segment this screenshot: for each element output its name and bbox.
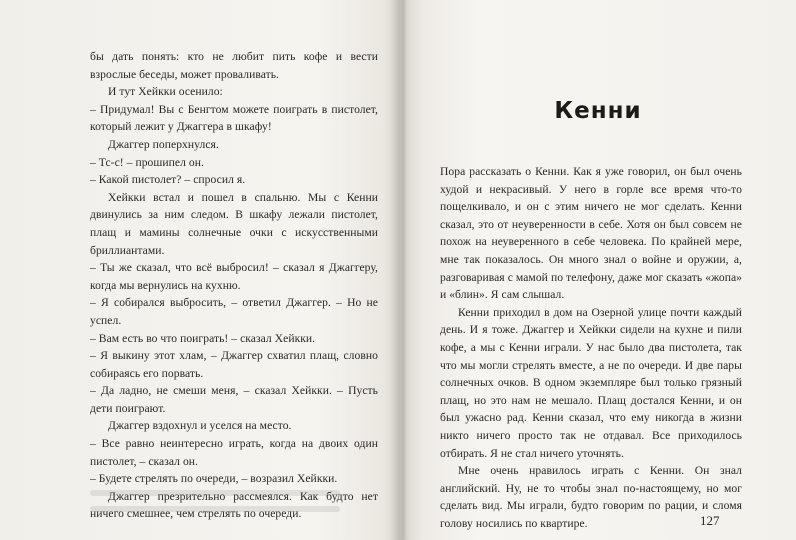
paragraph: – Будете стрелять по очереди, – возразил Хейкки. xyxy=(90,472,338,486)
paragraph: – Вам есть во что поиграть! – сказал Хейкки. xyxy=(90,331,316,345)
paragraph: – Ты же сказал, что всё выбросил! – сказал я Джаггеру, когда мы вернулись на кухню. xyxy=(90,261,378,292)
bleed-through-text xyxy=(90,490,340,530)
paragraph: Джаггер вздохнул и уселся на место. xyxy=(108,419,292,433)
paragraph: – Я выкину этот хлам, – Джаггер схватил плащ, словно собираясь его порвать. xyxy=(90,349,378,380)
right-page-text xyxy=(440,163,742,532)
paragraph: Джаггер поперхнулся. xyxy=(108,137,219,151)
paragraph: – Тс-с! – прошипел он. xyxy=(90,155,204,169)
paragraph: Пора рассказать о Кенни. Как я уже говорил, он был очень худой и некрасивый. У него в горле все время что-то пощелкивало, и он с этим ничего не мог сделать. Кенни сказал, это от неуверенности в себе. Хотя он был совсем не похож на неуверенного в себе человека. По крайней мере, мне так показалось. Он много знал о войне и оружии, а, разговаривая с мамой по телефону, даже мог сказать «жопа» и «блин». Я сам слышал. xyxy=(440,165,742,302)
paragraph: – Я собирался выбросить, – ответил Джаггер. – Но не успел. xyxy=(90,296,378,327)
left-page-text xyxy=(90,48,378,523)
paragraph: – Какой пистолет? – спросил я. xyxy=(90,173,246,187)
paragraph: Хейкки встал и пошел в спальню. Мы с Кенни двинулись за ним следом. В шкафу лежали пистолет, плащ и мамины солнечные очки с искусственными бриллиантами. xyxy=(90,190,378,257)
page-number: 127 xyxy=(700,513,720,528)
paragraph: бы дать понять: кто не любит пить кофе и вести взрослые беседы, может проваливать. xyxy=(90,50,378,81)
chapter-title: Кенни xyxy=(554,98,642,124)
paragraph: Мне очень нравилось играть с Кенни. Он знал английский. Ну, не то чтобы знал по-настоящему, но мог сделать вид. Мы играли, будто говорим по рации, и сломя голову носились по квартире. xyxy=(440,464,742,530)
paragraph: Джаггер презрительно рассмеялся. Как будто нет ничего смешнее, чем стрелять по очереди. xyxy=(90,489,378,521)
paragraph: Кенни приходил в дом на Озерной улице почти каждый день. И я тоже. Джаггер и Хейкки сидели на кухне и пили кофе, а мы с Кенни играли. У нас было два пистолета, так что мы могли стрелять вместе, а не по очереди. И две пары солнечных очков. В одном экземпляре был только грязный плащ, но это нам не мешало. Плащ достался Кенни, и он был ужасно рад. Кенни сказал, что ему никогда в жизни никто ничего просто так не отдавал. Все приходилось отбирать. Я не стал ничего уточнять. xyxy=(440,305,742,460)
paragraph: – Все равно неинтересно играть, когда на двоих один пистолет, – сказал он. xyxy=(90,437,378,468)
paragraph: И тут Хейкки осенило: xyxy=(108,85,223,99)
paragraph: – Придумал! Вы с Бенгтом можете поиграть в пистолет, который лежит у Джаггера в шкафу! xyxy=(90,102,378,134)
paragraph: – Да ладно, не смеши меня, – сказал Хейкки. – Пусть дети поиграют. xyxy=(90,384,378,415)
